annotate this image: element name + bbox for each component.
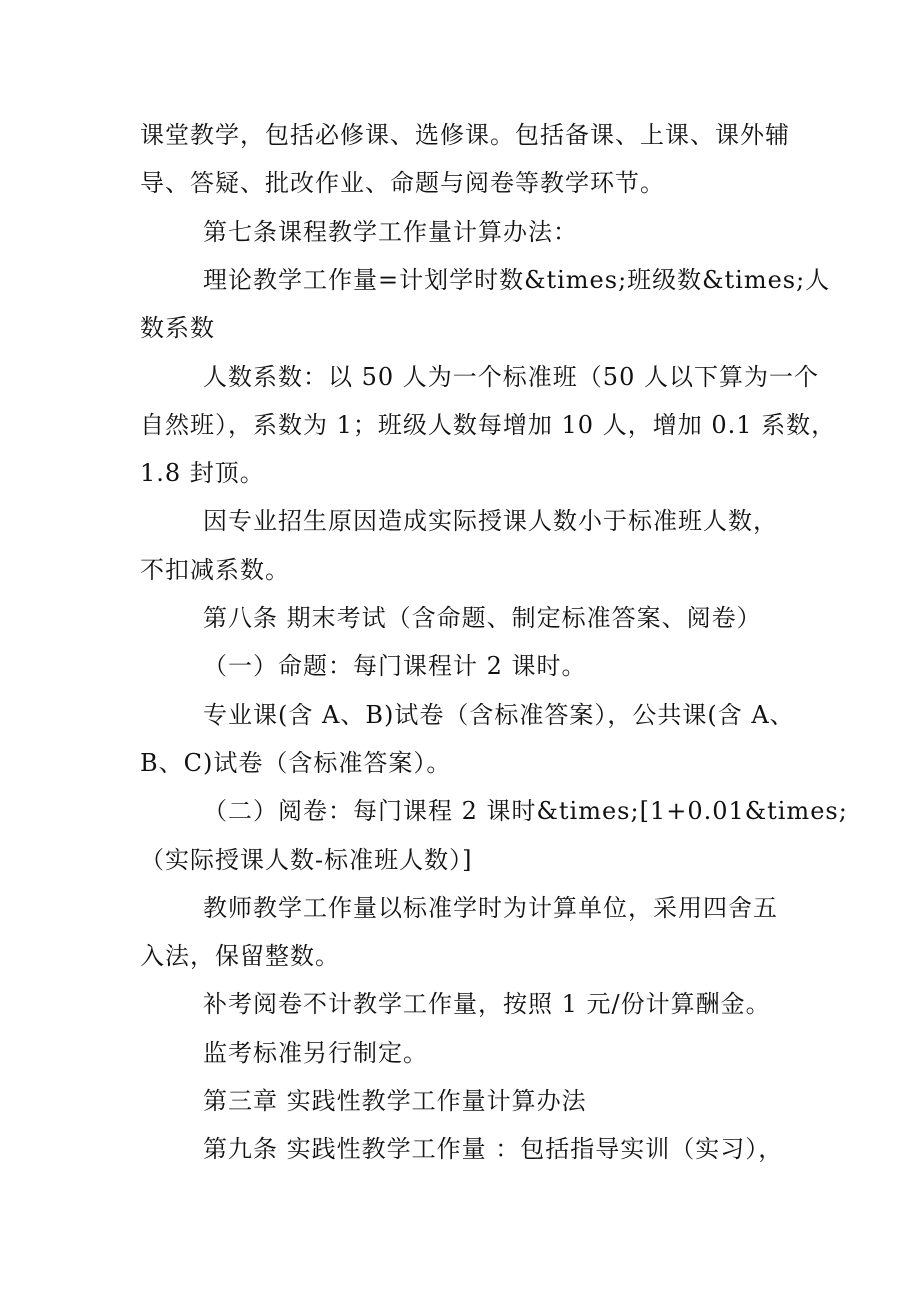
list-item: （二）阅卷：每门课程 2 课时&times;[1+0.01&times; (203, 797, 848, 825)
text-line: 课堂教学，包括必修课、选修课。包括备课、上课、课外辅 (140, 121, 790, 149)
text-line: 导、答疑、批改作业、命题与阅卷等教学环节。 (140, 169, 665, 197)
formula-line: 理论教学工作量=计划学时数&times;班级数&times;人 (203, 266, 831, 294)
list-item: （一）命题：每门课程计 2 课时。 (203, 652, 587, 680)
text-line: 教师教学工作量以标准学时为计算单位，采用四舍五 (203, 894, 778, 922)
text-line: 入法，保留整数。 (140, 942, 340, 970)
article-heading: 第八条 期末考试（含命题、制定标准答案、阅卷） (203, 604, 762, 632)
text-line: 不扣减系数。 (140, 556, 290, 584)
text-line: 自然班），系数为 1；班级人数每增加 10 人，增加 0.1 系数， (140, 411, 837, 439)
text-line: 人数系数：以 50 人为一个标准班（50 人以下算为一个 (203, 363, 819, 391)
text-line: 专业课(含 A、B)试卷（含标准答案），公共课(含 A、 (203, 701, 795, 729)
text-line: （实际授课人数-标准班人数）] (140, 846, 473, 874)
text-line: B、C)试卷（含标准答案）。 (140, 749, 452, 777)
text-line: 监考标准另行制定。 (203, 1039, 428, 1067)
text-line: 因专业招生原因造成实际授课人数小于标准班人数， (203, 507, 778, 535)
article-heading: 第七条课程教学工作量计算办法： (203, 218, 578, 246)
text-line: 数系数 (140, 314, 215, 342)
text-line: 补考阅卷不计教学工作量，按照 1 元/份计算酬金。 (203, 990, 771, 1018)
article-heading: 第九条 实践性教学工作量 ：包括指导实训（实习）， (203, 1135, 784, 1163)
chapter-heading: 第三章 实践性教学工作量计算办法 (203, 1087, 587, 1115)
text-line: 1.8 封顶。 (140, 459, 265, 487)
